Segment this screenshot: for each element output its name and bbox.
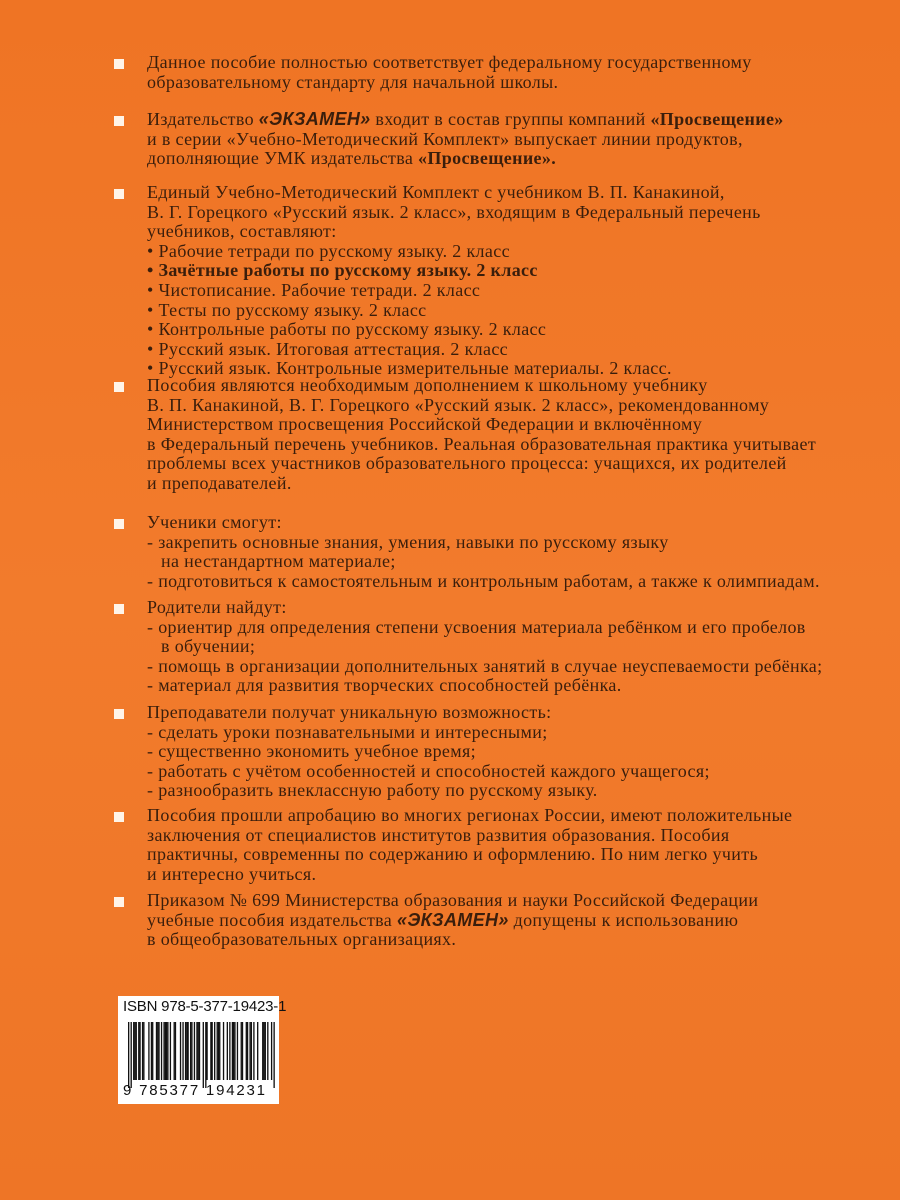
barcode-bar bbox=[247, 1022, 248, 1080]
barcode-bar bbox=[219, 1022, 220, 1080]
paragraph bbox=[147, 110, 867, 169]
text-line bbox=[147, 222, 867, 242]
text-segment: • Русский язык. Итоговая аттестация. 2 класс bbox=[147, 338, 509, 359]
text-line bbox=[147, 930, 867, 950]
text-segment: Министерством просвещения Российской Федерации и включённому bbox=[147, 414, 703, 435]
text-segment: - разнообразить внеклассную работу по русскому языку. bbox=[147, 780, 598, 801]
barcode-bar bbox=[136, 1022, 137, 1080]
text-line bbox=[147, 513, 867, 533]
text-line bbox=[147, 533, 867, 553]
barcode-bar bbox=[190, 1022, 191, 1080]
text-segment: В. П. Канакиной, В. Г. Горецкого «Русский язык. 2 класс», рекомендованному bbox=[147, 394, 770, 415]
barcode-bar bbox=[166, 1022, 167, 1080]
text-line bbox=[147, 73, 867, 93]
isbn-label: ISBN 978-5-377-19423-1 bbox=[123, 998, 287, 1015]
text-segment: - материал для развития творческих способностей ребёнка. bbox=[147, 675, 622, 696]
paragraph bbox=[147, 53, 867, 92]
barcode-digits: 9 785377 194231 bbox=[123, 1082, 267, 1099]
text-segment: заключения от специалистов институтов развития образования. Пособия bbox=[147, 824, 730, 845]
text-line bbox=[147, 110, 867, 130]
barcode-bar bbox=[263, 1022, 264, 1080]
text-segment: Приказом № 699 Министерства образования и науки Российской Федерации bbox=[147, 890, 759, 910]
barcode-bar bbox=[229, 1022, 230, 1080]
barcode-bar bbox=[241, 1022, 242, 1080]
text-segment: и интересно учиться. bbox=[147, 863, 317, 884]
barcode-bar bbox=[199, 1022, 200, 1080]
text-line bbox=[147, 826, 867, 846]
text-segment: - ориентир для определения степени усвоения материала ребёнком и его пробелов bbox=[147, 616, 806, 637]
text-line bbox=[147, 845, 867, 865]
text-line bbox=[147, 806, 867, 826]
barcode-bar bbox=[170, 1022, 171, 1080]
barcode-bar bbox=[246, 1022, 247, 1080]
barcode-bar bbox=[198, 1022, 199, 1080]
text-segment: «Просвещение» bbox=[650, 109, 784, 129]
text-line bbox=[147, 281, 867, 301]
square-bullet-icon bbox=[114, 189, 124, 199]
barcode-bar bbox=[138, 1022, 139, 1080]
text-segment: практичны, современны по содержанию и оформлению. По ним легко учить bbox=[147, 844, 759, 865]
text-line bbox=[147, 742, 867, 762]
text-line bbox=[147, 762, 867, 782]
barcode-bar bbox=[128, 1022, 129, 1088]
barcode-bar bbox=[151, 1022, 152, 1080]
square-bullet-icon bbox=[114, 709, 124, 719]
text-segment: Данное пособие полностью соответствует федеральному государственному bbox=[147, 52, 752, 72]
text-segment: учебные пособия издательства bbox=[147, 909, 397, 930]
paragraph bbox=[147, 891, 867, 950]
square-bullet-icon bbox=[114, 812, 124, 822]
barcode-bar bbox=[187, 1022, 188, 1080]
barcode-bar bbox=[249, 1022, 250, 1080]
barcode-bar bbox=[142, 1022, 143, 1080]
barcode-bar bbox=[167, 1022, 168, 1080]
text-line bbox=[147, 301, 867, 321]
barcode-bar bbox=[158, 1022, 159, 1080]
barcode-bar bbox=[232, 1022, 233, 1080]
text-segment: на нестандартном материале; bbox=[161, 551, 396, 572]
text-segment: • Рабочие тетради по русскому языку. 2 класс bbox=[147, 240, 510, 261]
text-segment: - работать с учётом особенностей и способностей каждого учащегося; bbox=[147, 760, 710, 781]
text-segment: в обучении; bbox=[161, 636, 256, 657]
barcode-bar bbox=[148, 1022, 149, 1080]
text-line bbox=[147, 149, 867, 169]
barcode-bar bbox=[134, 1022, 135, 1080]
text-segment: Родители найдут: bbox=[147, 597, 287, 617]
text-line bbox=[147, 781, 867, 801]
barcode-bar bbox=[251, 1022, 252, 1080]
text-segment: - подготовиться к самостоятельным и контрольным работам, а также к олимпиадам. bbox=[147, 570, 820, 591]
barcode-bar bbox=[234, 1022, 235, 1080]
text-line bbox=[147, 242, 867, 262]
barcode-bar bbox=[273, 1022, 274, 1088]
text-segment: - помощь в организации дополнительных занятий в случае неуспеваемости ребёнка; bbox=[147, 655, 823, 676]
text-segment: • Зачётные работы по русскому языку. 2 класс bbox=[147, 260, 538, 281]
barcode-bar bbox=[165, 1022, 166, 1080]
barcode-bar bbox=[205, 1022, 206, 1088]
text-line bbox=[147, 376, 867, 396]
barcode-bar bbox=[196, 1022, 197, 1080]
text-line bbox=[147, 598, 867, 618]
barcode-bar bbox=[265, 1022, 266, 1080]
barcode-bar bbox=[218, 1022, 219, 1080]
text-segment: дополняющие УМК издательства bbox=[147, 148, 419, 169]
text-line bbox=[147, 396, 867, 416]
text-segment: • Тесты по русскому языку. 2 класс bbox=[147, 299, 427, 320]
text-line bbox=[147, 552, 867, 572]
text-segment: «Просвещение». bbox=[418, 148, 557, 169]
text-segment: - закрепить основные знания, умения, навыки по русскому языку bbox=[147, 531, 669, 552]
text-line bbox=[147, 474, 867, 494]
text-line bbox=[147, 454, 867, 474]
square-bullet-icon bbox=[114, 116, 124, 126]
text-line bbox=[147, 261, 867, 281]
paragraph bbox=[147, 703, 867, 801]
text-line bbox=[147, 637, 867, 657]
text-segment: Преподаватели получат уникальную возможность: bbox=[147, 702, 552, 722]
barcode-bar bbox=[227, 1022, 228, 1080]
barcode-bar bbox=[262, 1022, 263, 1080]
text-line bbox=[147, 435, 867, 455]
barcode-bar bbox=[203, 1022, 204, 1088]
text-line bbox=[147, 723, 867, 743]
text-segment: в Федеральный перечень учебников. Реальная образовательная практика учитывает bbox=[147, 433, 817, 454]
barcode-bar bbox=[163, 1022, 164, 1080]
barcode-bar bbox=[242, 1022, 243, 1080]
text-segment: образовательному стандарту для начальной школы. bbox=[147, 71, 559, 92]
text-segment: «ЭКЗАМЕН» bbox=[258, 109, 371, 129]
barcode-bar bbox=[191, 1022, 192, 1080]
barcode-bar bbox=[156, 1022, 157, 1080]
barcode-bar bbox=[161, 1022, 162, 1080]
text-line bbox=[147, 865, 867, 885]
barcode-bar bbox=[131, 1022, 132, 1088]
text-line bbox=[147, 572, 867, 592]
square-bullet-icon bbox=[114, 382, 124, 392]
text-segment: учебников, составляют: bbox=[147, 221, 337, 242]
barcode-bar bbox=[223, 1022, 224, 1080]
text-segment: В. Г. Горецкого «Русский язык. 2 класс», входящим в Федеральный перечень bbox=[147, 201, 761, 222]
paragraph bbox=[147, 376, 867, 494]
paragraph bbox=[147, 598, 867, 696]
text-segment: Пособия прошли апробацию во многих регионах России, имеют положительные bbox=[147, 805, 793, 825]
barcode-bar bbox=[217, 1022, 218, 1080]
square-bullet-icon bbox=[114, 59, 124, 69]
barcode-bar bbox=[139, 1022, 140, 1080]
text-line bbox=[147, 203, 867, 223]
text-segment: Издательство bbox=[147, 109, 259, 129]
text-segment: проблемы всех участников образовательного процесса: учащихся, их родителей bbox=[147, 453, 787, 474]
text-segment: и преподавателей. bbox=[147, 472, 292, 493]
text-line bbox=[147, 53, 867, 73]
text-line bbox=[147, 703, 867, 723]
text-line bbox=[147, 676, 867, 696]
text-line bbox=[147, 320, 867, 340]
text-segment: - сделать уроки познавательными и интересными; bbox=[147, 721, 548, 742]
text-segment: и в серии «Учебно-Методический Комплект» выпускает линии продуктов, bbox=[147, 128, 743, 149]
barcode-bar bbox=[211, 1022, 212, 1080]
barcode-bar bbox=[237, 1022, 238, 1080]
text-segment: в общеобразовательных организациях. bbox=[147, 929, 457, 950]
barcode-bars bbox=[128, 1022, 276, 1088]
text-segment: - существенно экономить учебное время; bbox=[147, 741, 476, 762]
barcode-bar bbox=[233, 1022, 234, 1080]
barcode-bar bbox=[257, 1022, 258, 1080]
barcode-bar bbox=[194, 1022, 195, 1080]
paragraph bbox=[147, 806, 867, 884]
barcode-bar bbox=[157, 1022, 158, 1080]
barcode-bar bbox=[185, 1022, 186, 1080]
barcode-bar bbox=[210, 1022, 211, 1080]
text-segment: Единый Учебно-Методический Комплект с учебником В. П. Канакиной, bbox=[147, 182, 725, 202]
barcode-bar bbox=[174, 1022, 175, 1080]
text-segment: допущены к использованию bbox=[508, 909, 739, 930]
barcode-bar bbox=[267, 1022, 268, 1080]
barcode-bar bbox=[175, 1022, 176, 1080]
square-bullet-icon bbox=[114, 604, 124, 614]
text-line bbox=[147, 618, 867, 638]
text-line bbox=[147, 891, 867, 911]
text-segment: «ЭКЗАМЕН» bbox=[396, 909, 509, 930]
barcode-bar bbox=[206, 1022, 207, 1080]
text-segment: Ученики смогут: bbox=[147, 512, 282, 532]
paragraph bbox=[147, 183, 867, 379]
text-line bbox=[147, 340, 867, 360]
text-line bbox=[147, 130, 867, 150]
text-segment: • Контрольные работы по русскому языку. 2 класс bbox=[147, 319, 547, 340]
barcode-bar bbox=[143, 1022, 144, 1080]
barcode-bar bbox=[271, 1022, 272, 1080]
barcode-bar bbox=[253, 1022, 254, 1080]
text-segment: входит в состав группы компаний bbox=[370, 109, 651, 129]
text-segment: • Чистописание. Рабочие тетради. 2 класс bbox=[147, 279, 481, 300]
square-bullet-icon bbox=[114, 897, 124, 907]
barcode-bar bbox=[180, 1022, 181, 1080]
square-bullet-icon bbox=[114, 519, 124, 529]
barcode-bar bbox=[214, 1022, 215, 1080]
isbn-barcode bbox=[118, 996, 287, 1104]
text-segment: Пособия являются необходимым дополнением к школьному учебнику bbox=[147, 375, 708, 395]
barcode-bar bbox=[186, 1022, 187, 1080]
text-line bbox=[147, 911, 867, 931]
barcode-bar bbox=[152, 1022, 153, 1080]
text-segment: • Русский язык. Контрольные измерительные материалы. 2 класс. bbox=[147, 358, 672, 379]
barcode-bar bbox=[182, 1022, 183, 1080]
text-line bbox=[147, 183, 867, 203]
text-line bbox=[147, 657, 867, 677]
barcode-bar bbox=[133, 1022, 134, 1080]
paragraph bbox=[147, 513, 867, 591]
text-line bbox=[147, 415, 867, 435]
